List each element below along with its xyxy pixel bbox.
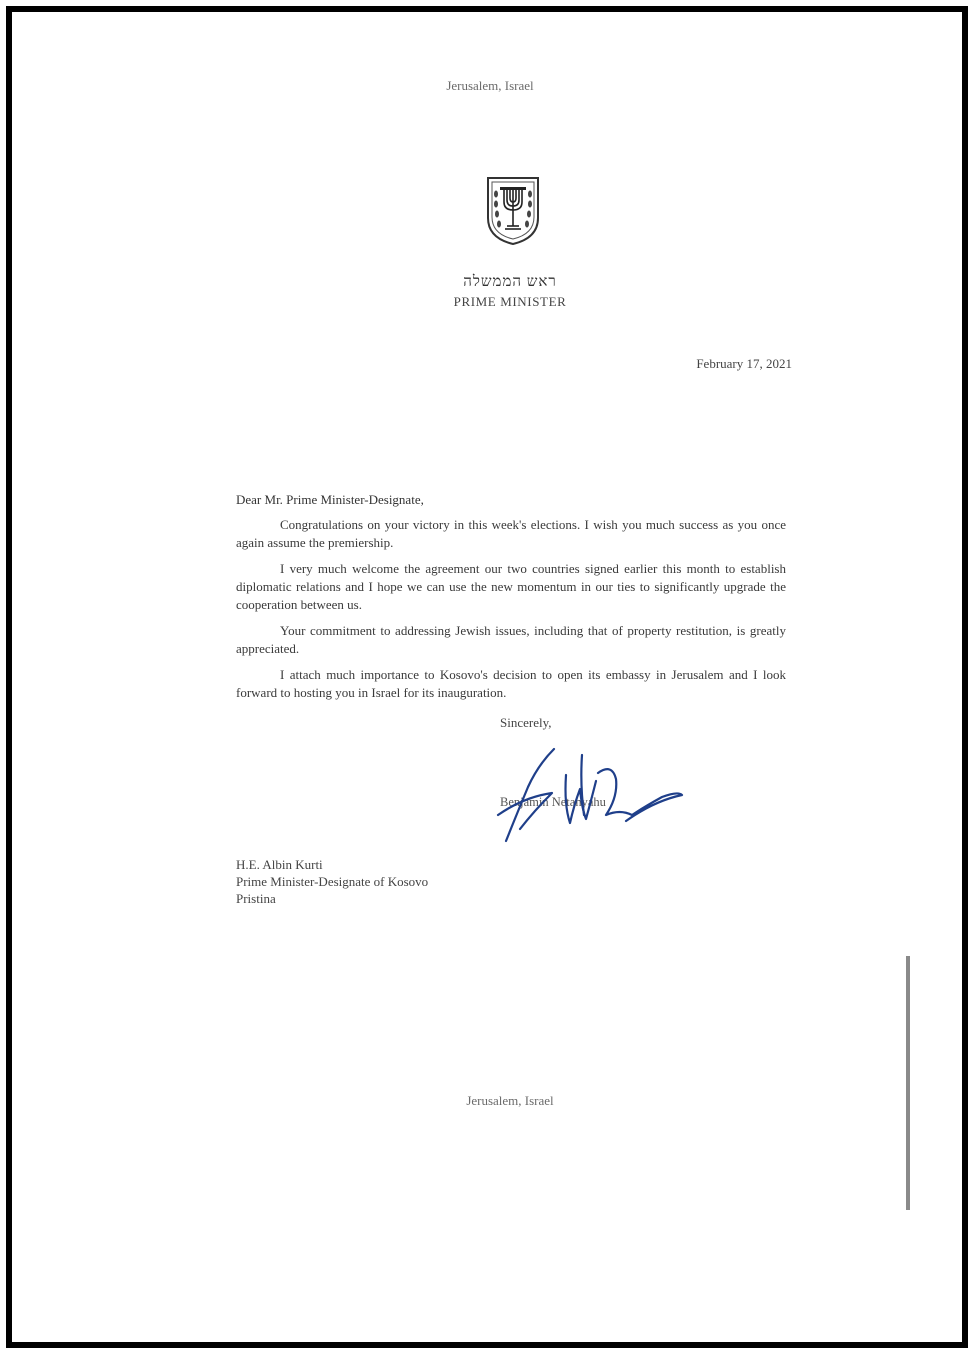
signer-name: Benjamin Netanyahu — [500, 795, 606, 809]
recipient-name: H.E. Albin Kurti — [236, 857, 323, 872]
paragraph: Your commitment to addressing Jewish issues, including that of property restitution, is greatly appreciated. — [236, 623, 786, 656]
letter-body — [236, 516, 786, 710]
paragraph: Congratulations on your victory in this week's elections. I wish you much success as you once again assume the premiership. — [236, 517, 786, 550]
letter-date: February 17, 2021 — [696, 356, 792, 371]
handwritten-signature-icon — [494, 745, 690, 847]
paragraph: I attach much importance to Kosovo's decision to open its embassy in Jerusalem and I look forward to hosting you in Israel for its inauguration. — [236, 667, 786, 700]
recipient-title: Prime Minister-Designate of Kosovo — [236, 874, 429, 889]
hebrew-title: ראש הממשלה — [463, 274, 557, 290]
closing: Sincerely, — [500, 715, 552, 730]
salutation: Dear Mr. Prime Minister-Designate, — [236, 492, 424, 507]
scan-edge-line — [906, 956, 910, 1210]
prime-minister-title: PRIME MINISTER — [453, 294, 567, 309]
menorah-emblem-icon — [484, 176, 542, 246]
recipient-city: Pristina — [236, 891, 276, 906]
footer-location: Jerusalem, Israel — [466, 1093, 554, 1108]
header-location: Jerusalem, Israel — [446, 78, 534, 93]
recipient-address — [236, 856, 428, 907]
paragraph: I very much welcome the agreement our two countries signed earlier this month to establish diplomatic relations and I hope we can use the new momentum in our ties to significantly upgrade the cooperation between us. — [236, 561, 786, 612]
